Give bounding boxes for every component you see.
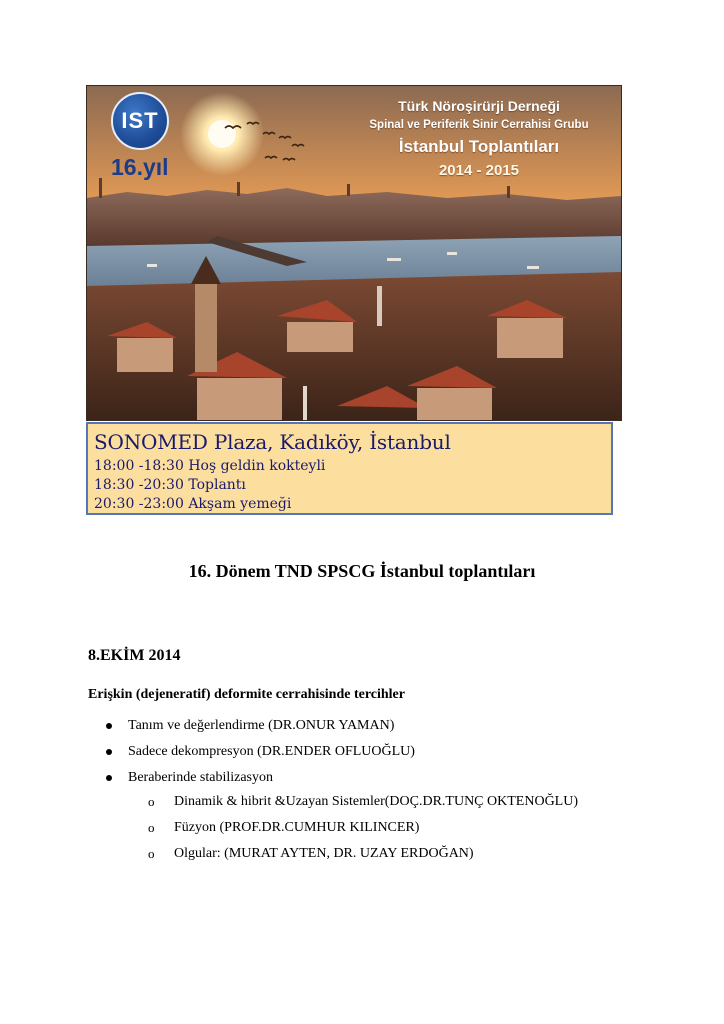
list-item: Tanım ve değerlendirme (DR.ONUR YAMAN) <box>106 713 415 739</box>
banner-association: Türk Nöroşirürji Derneği <box>398 98 560 114</box>
banner-group: Spinal ve Periferik Sinir Cerrahisi Grubu <box>369 119 589 131</box>
list-item: o Füzyon (PROF.DR.CUMHUR KILINCER) <box>148 815 578 841</box>
anniversary-label: 16.yıl <box>111 154 169 180</box>
banner-years: 2014 - 2015 <box>438 162 520 179</box>
list-item: Sadece dekompresyon (DR.ENDER OFLUOĞLU) <box>106 739 415 765</box>
schedule-row: 18:00 -18:30 Hoş geldin kokteyli <box>94 458 326 474</box>
list-item: o Olgular: (MURAT AYTEN, DR. UZAY ERDOĞAN) <box>148 841 578 867</box>
topic-list <box>106 713 415 791</box>
event-banner <box>86 85 622 421</box>
subtopic-list <box>148 789 578 867</box>
list-item: Beraberinde stabilizasyon <box>106 765 415 791</box>
ist-logo: IST <box>111 92 169 150</box>
schedule-row: 18:30 -20:30 Toplantı <box>94 477 246 493</box>
meeting-date: 8.EKİM 2014 <box>88 647 181 664</box>
venue-schedule-box <box>86 422 613 515</box>
list-item: o Dinamik & hibrit &Uzayan Sistemler(DOÇ.DR.TUNÇ OKTENOĞLU) <box>148 789 578 815</box>
schedule-row: 20:30 -23:00 Akşam yemeği <box>94 496 292 512</box>
session-topic: Erişkin (dejeneratif) deformite cerrahisinde tercihler <box>88 687 405 702</box>
document-title: 16. Dönem TND SPSCG İstanbul toplantıları <box>188 561 536 581</box>
venue-title: SONOMED Plaza, Kadıköy, İstanbul <box>94 430 451 454</box>
banner-meetings: İstanbul Toplantıları <box>398 137 560 156</box>
